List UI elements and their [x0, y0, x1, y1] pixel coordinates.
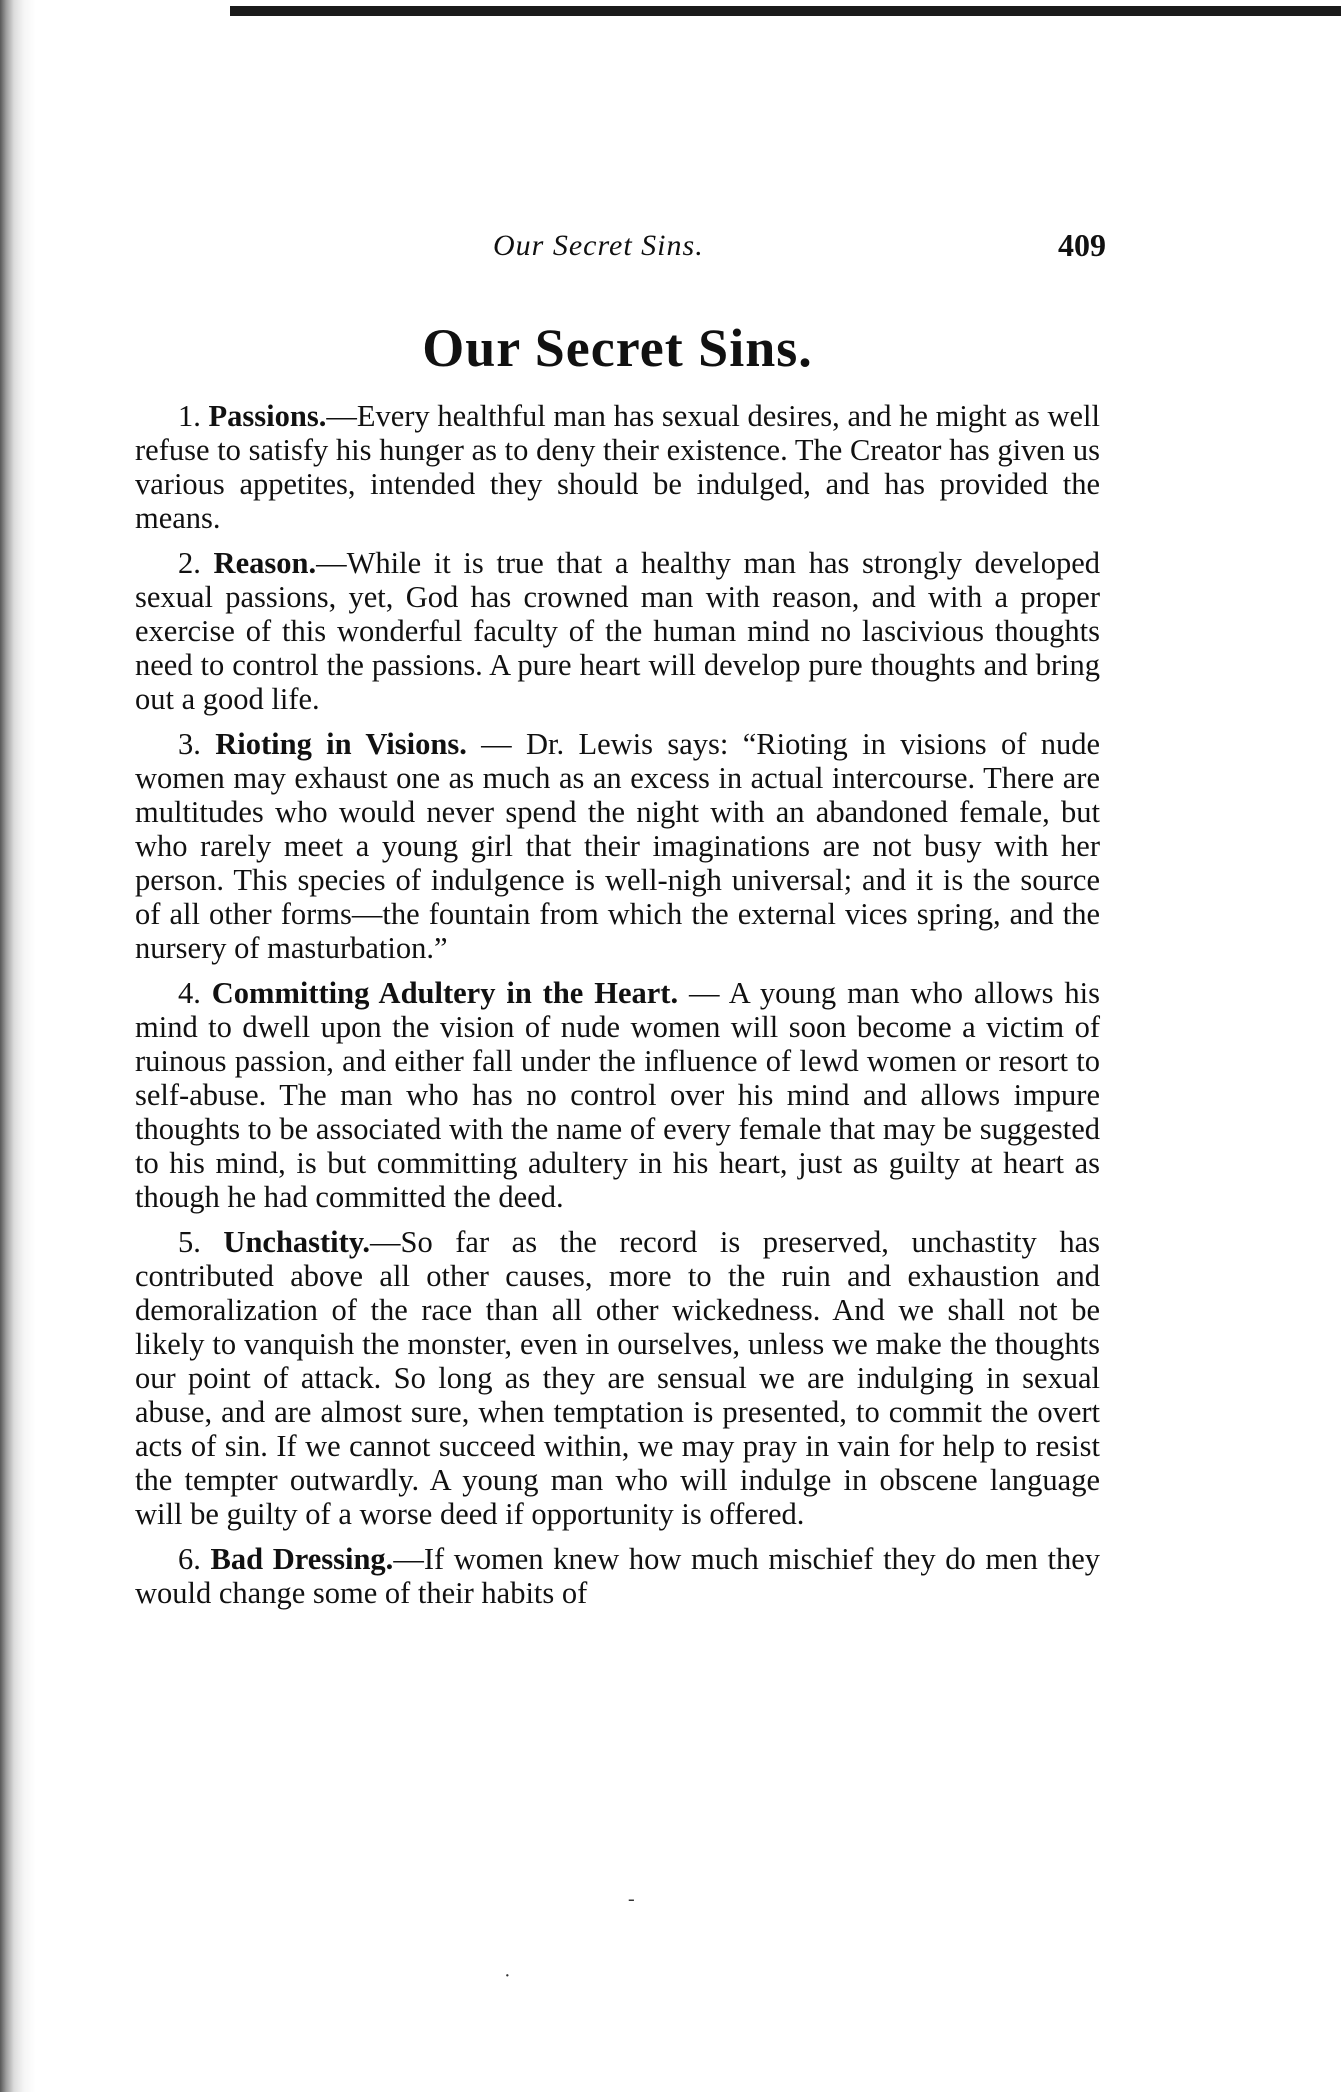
section-committing-adultery [135, 976, 1100, 1214]
section-separator: — [393, 1542, 424, 1576]
ink-speck: - [628, 1888, 635, 1910]
section-separator: — [466, 727, 527, 761]
chapter-title: Our Secret Sins. [422, 318, 813, 378]
section-text: While it is true that a healthy man has strongly developed sexual passions, yet, God has crowned man with reason, and with a proper exercise of this wonderful faculty of the human mind no lascivious thoughts need to control the passions. A pure heart will develop pure thoughts and bring out a good life. [135, 546, 1100, 716]
section-separator: — [370, 1225, 401, 1259]
section-separator: — [326, 399, 357, 433]
running-header [135, 225, 1106, 277]
section-heading: Bad Dressing. [210, 1542, 394, 1576]
section-heading: Committing Adultery in the Heart. [211, 976, 679, 1010]
section-heading: Reason. [213, 546, 317, 580]
section-heading: Unchastity. [223, 1225, 371, 1259]
section-text: A young man who allows his mind to dwell upon the vision of nude women will soon become a victim of ruinous passion, and either fall under the influence of lewd women or resort to self-abuse. The man who has no control over his mind and allows impure thoughts to be associated with the name of every female that may be suggested to his mind, is but committing adultery in his heart, just as guilty at heart as though he had committed the deed. [135, 976, 1101, 1214]
section-text: Dr. Lewis says: “Rioting in visions of nude women may exhaust one as much as an excess in actual intercourse. There are multitudes who would never spend the night with an abandoned female, but who rarely meet a young girl that their imaginations are not busy with her person. This species of indulgence is well-nigh universal; and it is the source of all other forms—the fountain from which the external vices spring, and the nursery of masturbation.” [135, 727, 1101, 965]
section-text: If women knew how much mischief they do men they would change some of their habits of [135, 1542, 1101, 1610]
section-number: 1. [178, 399, 201, 433]
section-heading: Rioting in Visions. [215, 727, 467, 761]
section-passions [135, 399, 1100, 535]
section-number: 3. [178, 727, 201, 761]
page-number: 409 [1058, 227, 1106, 263]
ink-speck: · [504, 1965, 511, 1987]
section-separator: — [316, 546, 347, 580]
section-separator: — [678, 976, 729, 1010]
section-text: Every healthful man has sexual desires, and he might as well refuse to satisfy his hunger as to deny their existence. The Creator has given us various appetites, intended they should be indulged, and has provided the means. [135, 399, 1100, 535]
section-number: 5. [178, 1225, 201, 1259]
top-border-rule [230, 6, 1341, 16]
section-number: 4. [178, 976, 201, 1010]
book-page [135, 225, 1106, 1621]
section-rioting-in-visions [135, 727, 1100, 965]
running-title: Our Secret Sins. [493, 229, 704, 262]
section-unchastity [135, 1225, 1100, 1531]
section-number: 2. [178, 546, 201, 580]
page-edge-shadow [0, 0, 36, 2092]
section-bad-dressing [135, 1542, 1100, 1610]
section-text: So far as the record is preserved, unchastity has contributed above all other causes, more to the ruin and exhaustion and demoralization of the race than all other wickedness. And we shall not be likely to vanquish the monster, even in ourselves, unless we make the thoughts our point of attack. So long as they are sensual we are indulging in sexual abuse, and are almost sure, when temptation is presented, to commit the overt acts of sin. If we cannot succeed within, we may pray in vain for help to resist the tempter outwardly. A young man who will indulge in obscene language will be guilty of a worse deed if opportunity is offered. [135, 1225, 1101, 1531]
section-heading: Passions. [208, 399, 327, 433]
section-number: 6. [178, 1542, 201, 1576]
section-reason [135, 546, 1100, 716]
